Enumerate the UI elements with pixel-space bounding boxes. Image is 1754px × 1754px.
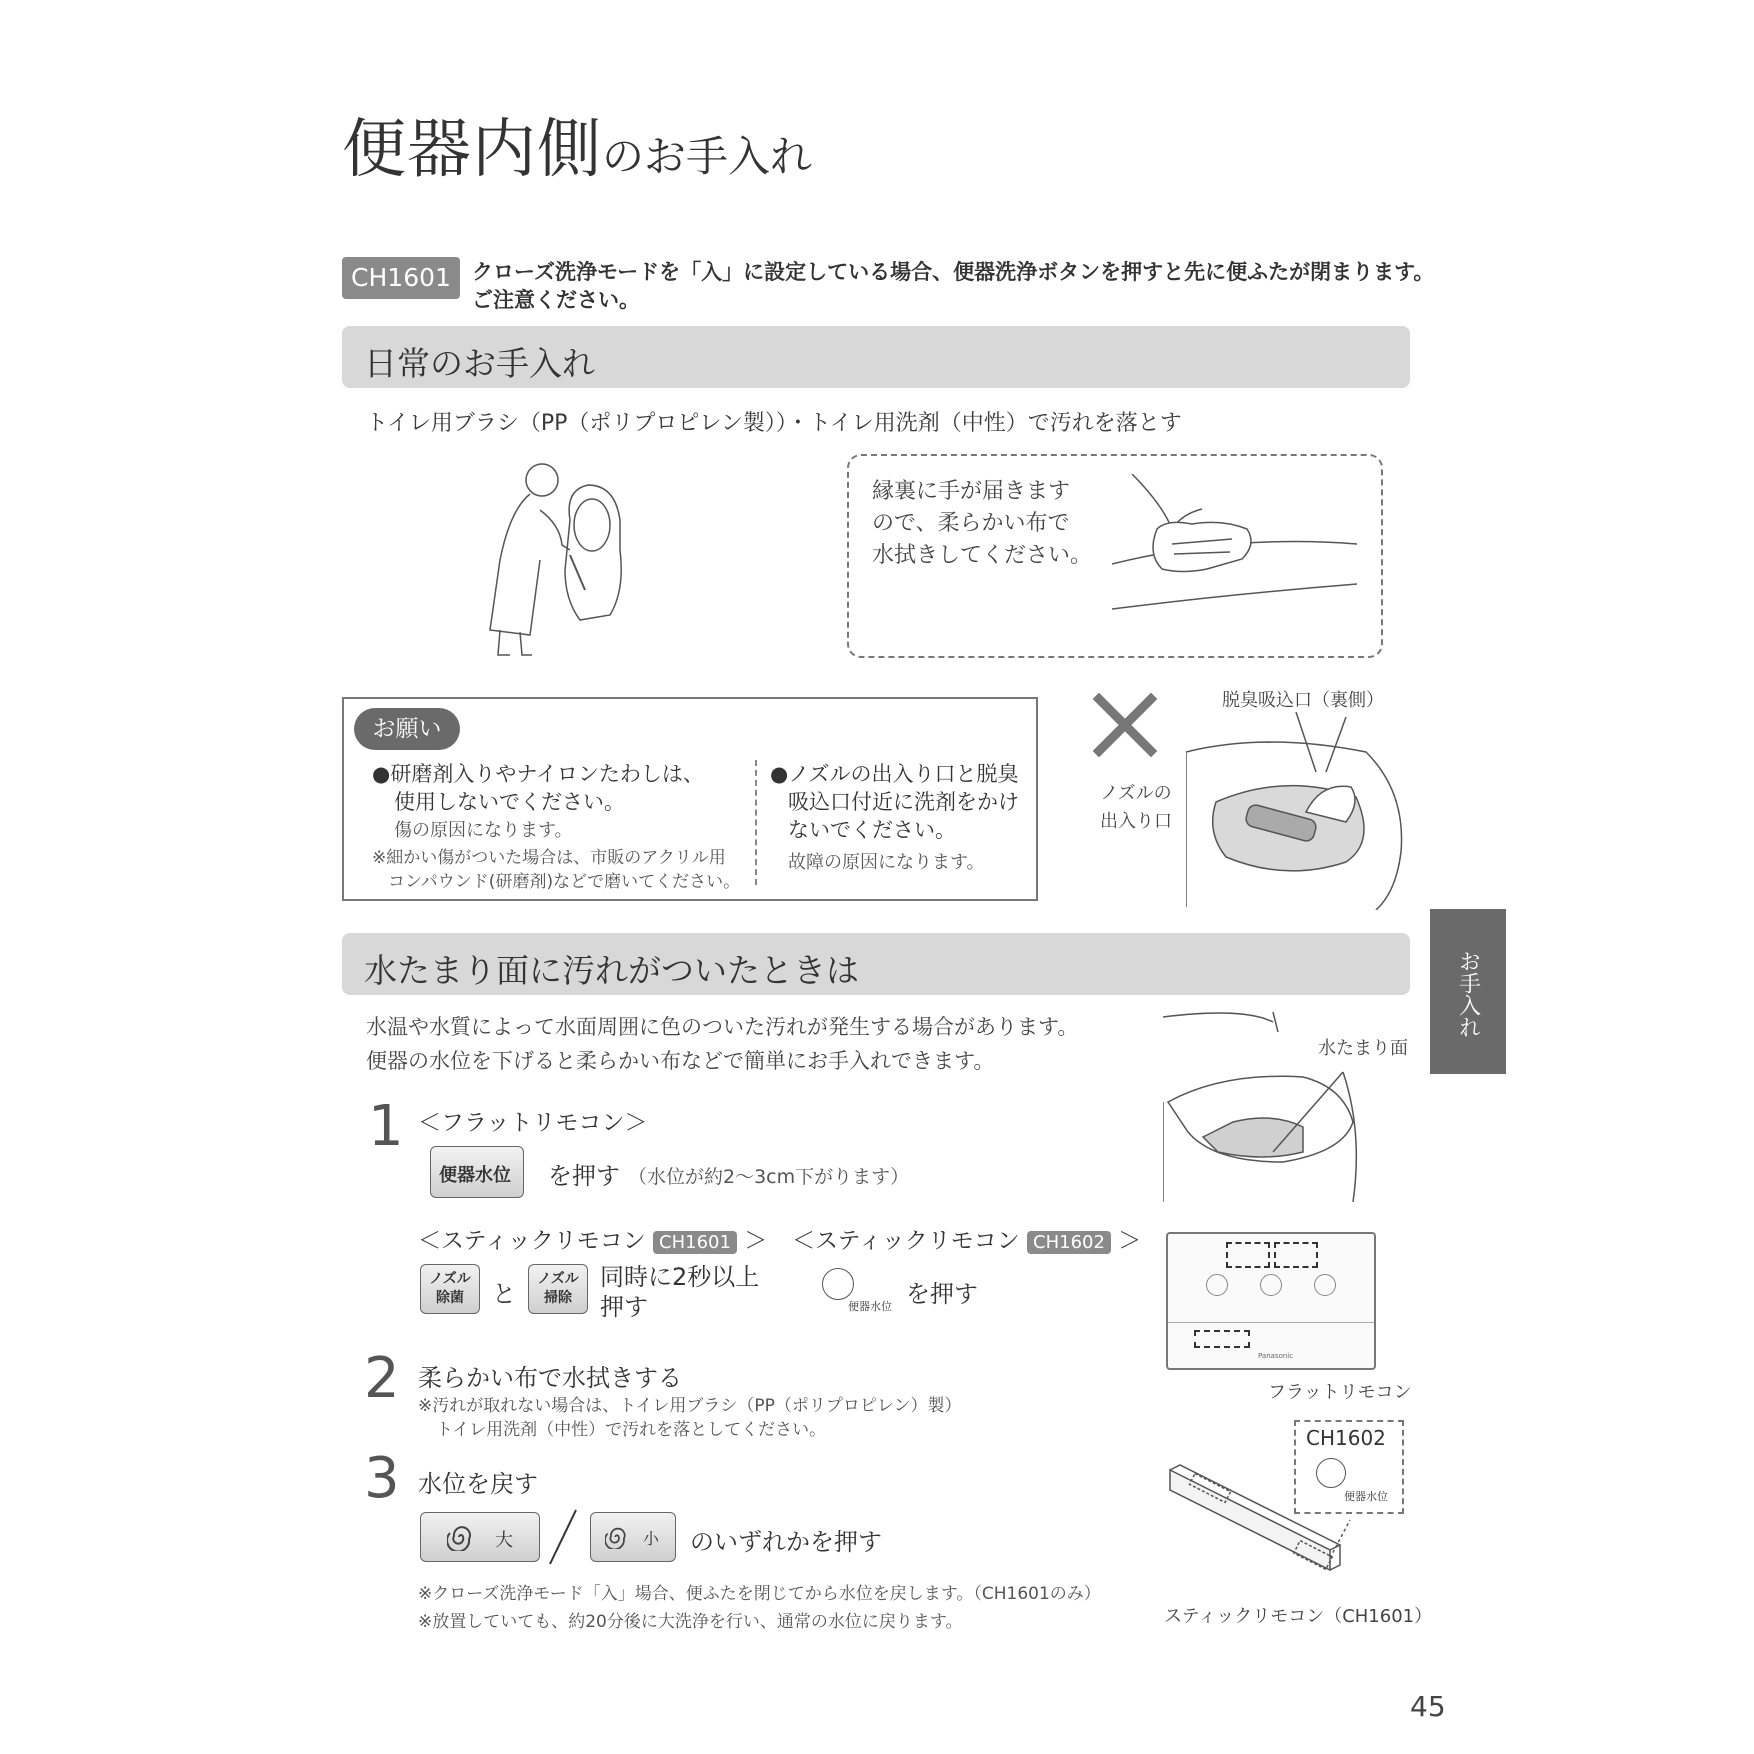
- tip-callout-text: [872, 476, 1092, 572]
- label-nozzle-outlet: [1100, 780, 1172, 836]
- notice-text: [472, 258, 1434, 314]
- flat-remote-circle: [1314, 1274, 1336, 1296]
- request-right: [770, 760, 1019, 882]
- flat-remote-divider: [1168, 1322, 1374, 1323]
- prohibited-x-icon: [1093, 693, 1157, 757]
- round-button-label: 便器水位: [848, 1300, 892, 1313]
- and-text: と: [492, 1280, 516, 1308]
- section-heading: 水たまり面に汚れがついたときは: [364, 951, 859, 990]
- close-bracket: ＞: [1118, 1228, 1142, 1254]
- simultaneous-line: 同時に2秒以上: [600, 1263, 760, 1291]
- page-title-sub: のお手入れ: [602, 132, 813, 181]
- request-left-note: ※細かい傷がついた場合は、市販のアクリル用: [372, 848, 726, 868]
- section-heading: 日常のお手入れ: [364, 344, 595, 383]
- step3-note: ※放置していても、約20分後に大洗浄を行い、通常の水位に戻ります。: [418, 1612, 963, 1632]
- flat-remote-brand: Panasonic: [1258, 1352, 1294, 1360]
- model-tag: CH1601: [342, 257, 460, 299]
- flush-large-label: 大: [495, 1530, 513, 1551]
- step3-notes: [418, 1580, 1101, 1636]
- ch1602-button-label: 便器水位: [1344, 1490, 1388, 1503]
- flush-small-button[interactable]: [590, 1512, 676, 1562]
- step2-note-line: トイレ用洗剤（中性）で汚れを落としてください。: [436, 1420, 827, 1440]
- request-left-reason: 傷の原因になります。: [394, 820, 573, 841]
- notice-line-2: ご注意ください。: [472, 288, 640, 312]
- flat-remote-label: ＜フラットリモコン＞: [418, 1110, 648, 1136]
- swirl-icon: [447, 1523, 475, 1551]
- section-header-water: [342, 933, 1410, 995]
- simultaneous-text: [600, 1262, 759, 1322]
- close-bracket: ＞: [744, 1228, 768, 1254]
- person-head: [526, 464, 558, 496]
- stick-remote-caption: スティックリモコン（CH1601）: [1164, 1606, 1433, 1627]
- flat-remote-highlight: [1226, 1242, 1270, 1268]
- button-label-line: 除菌: [436, 1290, 464, 1306]
- step2-note: [418, 1394, 961, 1442]
- callout-line: ので、柔らかい布で: [872, 511, 1070, 536]
- press-text: を押す: [548, 1162, 620, 1190]
- ch1602-tag: CH1602: [1306, 1426, 1386, 1450]
- step3-title: 水位を戻す: [418, 1470, 538, 1498]
- flush-large-button[interactable]: [420, 1512, 540, 1562]
- nozzle-sterilize-button[interactable]: [420, 1264, 480, 1314]
- request-left-bullet: ●研磨剤入りやナイロンたわしは、: [372, 762, 704, 786]
- water-intro-line: 水温や水質によって水面周囲に色のついた汚れが発生する場合があります。: [366, 1015, 1079, 1039]
- water-intro-line: 便器の水位を下げると柔らかい布などで簡単にお手入れできます。: [366, 1049, 995, 1073]
- cleaning-illustration: [470, 450, 640, 670]
- water-level-button-label: 便器水位: [439, 1165, 511, 1186]
- either-text: のいずれかを押す: [690, 1528, 882, 1556]
- stick-label-text: ＜スティックリモコン: [792, 1228, 1020, 1254]
- callout-line: 縁裏に手が届きます: [872, 479, 1071, 504]
- flush-small-label: 小: [643, 1529, 660, 1548]
- model-tag-small: CH1601: [653, 1231, 737, 1254]
- request-right-bullet: ないでください。: [788, 818, 956, 842]
- section-header-daily: [342, 326, 1410, 388]
- label-nozzle-line: ノズルの: [1100, 783, 1172, 804]
- step-number: 3: [364, 1446, 400, 1511]
- request-right-reason: 故障の原因になります。: [788, 852, 985, 873]
- label-deodor-inlet: 脱臭吸込口（裏側）: [1222, 690, 1384, 711]
- button-label-line: ノズル: [429, 1271, 471, 1287]
- person-body: [490, 494, 540, 635]
- slash-divider: [546, 1508, 580, 1566]
- nozzle-clean-button[interactable]: [528, 1264, 588, 1314]
- stick-label-text: ＜スティックリモコン: [418, 1228, 646, 1254]
- request-left-note: コンパウンド(研磨剤)などで磨いてください。: [388, 872, 741, 892]
- page-title-main: 便器内側: [342, 113, 602, 187]
- simultaneous-line: 押す: [600, 1293, 648, 1321]
- button-label-line: ノズル: [537, 1271, 579, 1287]
- button-label-line: 掃除: [544, 1290, 572, 1306]
- request-divider: [755, 760, 757, 885]
- page-title: [342, 98, 812, 190]
- flat-remote-circle: [1206, 1274, 1228, 1296]
- request-badge: お願い: [354, 708, 460, 750]
- notice-line-1: クローズ洗浄モードを「入」に設定している場合、便器洗浄ボタンを押すと先に便ふたが閉まります。: [472, 260, 1435, 284]
- flat-remote-illustration: [1166, 1232, 1376, 1370]
- round-water-level-button[interactable]: [822, 1268, 854, 1300]
- water-level-button[interactable]: [430, 1146, 524, 1198]
- hand-wiping-illustration: [1112, 474, 1362, 619]
- request-right-bullet: 吸込口付近に洗剤をかけ: [788, 790, 1019, 814]
- stick-remote-illustration: [1160, 1460, 1400, 1610]
- flat-remote-highlight: [1274, 1242, 1318, 1268]
- label-water-surface: 水たまり面: [1318, 1038, 1408, 1059]
- step2-title: 柔らかい布で水拭きする: [418, 1364, 682, 1392]
- flat-remote-highlight: [1194, 1330, 1250, 1348]
- press-note: （水位が約2～3cm下がります）: [628, 1166, 910, 1188]
- flat-remote-caption: フラットリモコン: [1268, 1382, 1412, 1403]
- daily-instruction: トイレ用ブラシ（PP（ポリプロピレン製））・トイレ用洗剤（中性）で汚れを落とす: [366, 411, 1182, 436]
- toilet-shape: [565, 485, 621, 620]
- water-intro: [366, 1010, 1078, 1078]
- callout-line: 水拭きしてください。: [872, 543, 1093, 568]
- swirl-icon: [605, 1525, 629, 1549]
- flat-remote-circle: [1260, 1274, 1282, 1296]
- request-right-bullet: ●ノズルの出入り口と脱臭: [770, 762, 1019, 786]
- step-number: 1: [368, 1094, 404, 1159]
- request-left: [372, 760, 740, 894]
- side-tab-label: お手入れ: [1455, 950, 1481, 1038]
- step3-note: ※クローズ洗浄モード「入」場合、便ふたを閉じてから水位を戻します。（CH1601のみ）: [418, 1584, 1101, 1604]
- page-number: 45: [1410, 1690, 1446, 1723]
- stick-remote-label-2: [792, 1222, 1141, 1255]
- stick-remote-label-1: [418, 1222, 767, 1255]
- request-left-bullet: 使用しないでください。: [394, 790, 625, 814]
- step-number: 2: [364, 1346, 400, 1411]
- step2-note-line: ※汚れが取れない場合は、トイレ用ブラシ（PP（ポリプロピレン）製）: [418, 1396, 962, 1416]
- nozzle-illustration: [1186, 712, 1406, 910]
- model-tag-small: CH1602: [1027, 1231, 1111, 1254]
- label-nozzle-line: 出入り口: [1100, 811, 1172, 832]
- press-text-2: を押す: [906, 1280, 978, 1308]
